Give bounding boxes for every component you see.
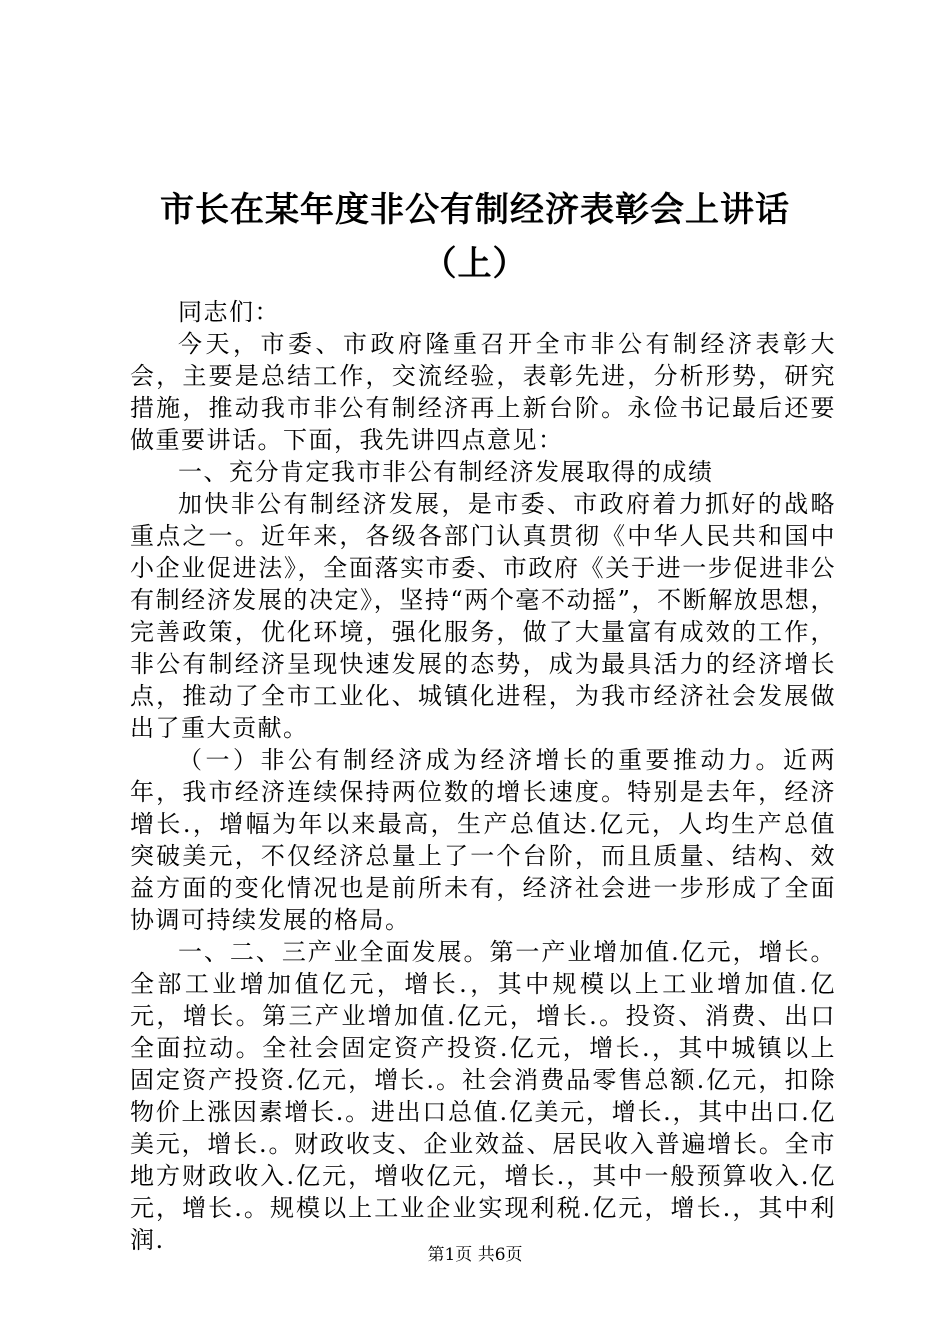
- document-body: [130, 296, 836, 1256]
- page-number-footer: 第1页 共6页: [427, 1245, 523, 1265]
- paragraph-intro: 今天，市委、市政府隆重召开全市非公有制经济表彰大会，主要是总结工作，交流经验，表彰先进，分析形势，研究措施，推动我市非公有制经济再上新台阶。永俭书记最后还要做重要讲话。下面，我先讲四点意见：: [130, 330, 836, 454]
- section-heading: 一、充分肯定我市非公有制经济发展取得的成绩: [178, 458, 714, 486]
- salutation: 同志们：: [178, 298, 280, 326]
- paragraph: 加快非公有制经济发展，是市委、市政府着力抓好的战略重点之一。近年来，各级各部门认真贯彻《中华人民共和国中小企业促进法》，全面落实市委、市政府《关于进一步促进非公有制经济发展的决定》，坚持“两个毫不动摇”，不断解放思想，完善政策，优化环境，强化服务，做了大量富有成效的工作，非公有制经济呈现快速发展的态势，成为最具活力的经济增长点，推动了全市工业化、城镇化进程，为我市经济社会发展做出了重大贡献。: [130, 490, 836, 742]
- document-title-subtitle: （上）: [422, 244, 528, 284]
- paragraph: 一、二、三产业全面发展。第一产业增加值.亿元，增长。全部工业增加值亿元，增长.，其中规模以上工业增加值.亿元，增长。第三产业增加值.亿元，增长.。投资、消费、出口全面拉动。全社会固定资产投资.亿元，增长.，其中城镇以上固定资产投资.亿元，增长.。社会消费品零售总额.亿元，扣除物价上涨因素增长.。进出口总值.亿美元，增长.，其中出口.亿美元，增长.。财政收支、企业效益、居民收入普遍增长。全市地方财政收入.亿元，增收亿元，增长.，其中一般预算收入.亿元，增长.。规模以上工业企业实现利税.亿元，增长.，其中利润.: [130, 938, 836, 1254]
- document-title: 市长在某年度非公有制经济表彰会上讲话: [160, 190, 790, 230]
- paragraph: （一）非公有制经济成为经济增长的重要推动力。近两年，我市经济连续保持两位数的增长速度。特别是去年，经济增长.，增幅为年以来最高，生产总值达.亿元，人均生产总值突破美元，不仅经济总量上了一个台阶，而且质量、结构、效益方面的变化情况也是前所未有，经济社会进一步形成了全面协调可持续发展的格局。: [130, 746, 836, 934]
